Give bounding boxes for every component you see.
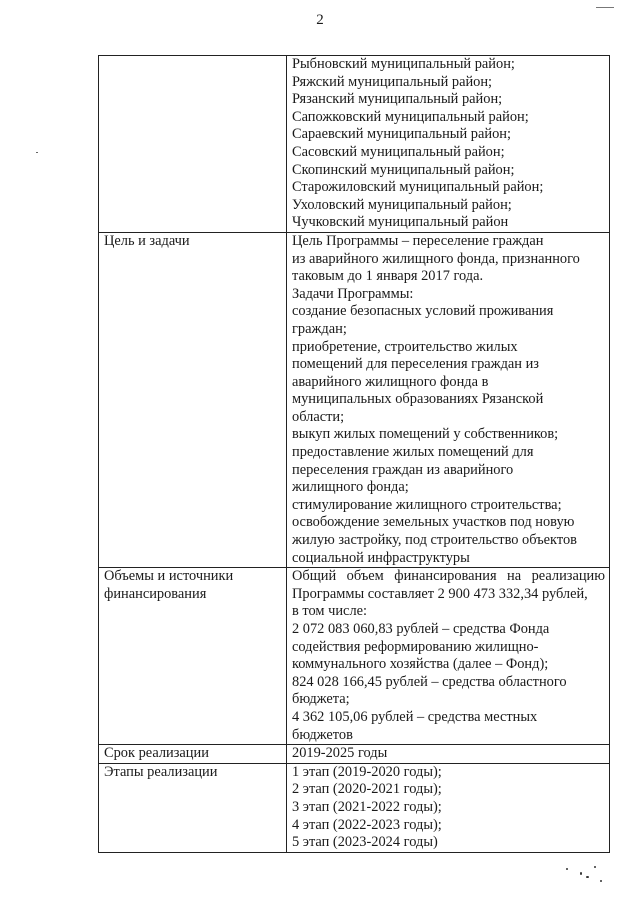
text-line: граждан; — [292, 320, 347, 337]
district-line: Рязанский муниципальный район; — [292, 91, 503, 108]
text-line: освобождение земельных участков под новую — [292, 514, 575, 531]
text-line: 4 362 105,06 рублей – средства местных — [292, 708, 538, 725]
row-value-cell — [287, 56, 610, 233]
row-label: Цель и задачи — [104, 232, 190, 249]
district-line: Ухоловский муниципальный район; — [292, 196, 512, 213]
text-line: выкуп жилых помещений у собственников; — [292, 426, 559, 443]
text-line: приобретение, строительство жилых — [292, 338, 518, 355]
scan-speck — [586, 876, 589, 878]
district-line: Ряжский муниципальный район; — [292, 73, 493, 90]
text-line: Цель Программы – переселение граждан — [292, 232, 544, 249]
text-line: аварийного жилищного фонда в — [292, 373, 489, 390]
text-line: создание безопасных условий проживания — [292, 303, 554, 320]
text-line: муниципальных образованиях Рязанской — [292, 391, 544, 408]
text-line: в том числе: — [292, 603, 368, 620]
row-label: финансирования — [104, 585, 207, 602]
text-line: бюджета; — [292, 691, 350, 708]
text-line: 2 072 083 060,83 рублей – средства Фонда — [292, 621, 550, 637]
text-line: Общий объем финансирования на реализацию — [292, 568, 605, 585]
district-line: Сапожковский муниципальный район; — [292, 108, 529, 125]
row-label-cell — [99, 745, 287, 764]
table-row-term — [99, 745, 610, 764]
table-row-goals — [99, 232, 610, 567]
text-line: из аварийного жилищного фонда, признанного — [292, 250, 580, 267]
scan-speck — [566, 868, 568, 870]
scan-speck — [580, 872, 582, 875]
stage-line: 4 этап (2022-2023 годы); — [292, 816, 442, 833]
table-row-stages — [99, 763, 610, 852]
text-line: Задачи Программы: — [292, 285, 414, 302]
table-row-districts — [99, 56, 610, 233]
scan-speck — [596, 7, 614, 8]
text-line: жилищного фонда; — [292, 479, 409, 496]
text-line: Программы составляет 2 900 473 332,34 рублей, — [292, 585, 588, 602]
scan-speck — [600, 880, 602, 882]
text-line: содействия реформированию жилищно- — [292, 638, 539, 655]
row-label-cell — [99, 568, 287, 745]
text-line: социальной инфраструктуры — [292, 549, 470, 566]
page-number: 2 — [316, 12, 324, 28]
row-value-cell — [287, 745, 610, 764]
text-line: 2019-2025 годы — [292, 745, 388, 762]
program-passport-table — [98, 55, 610, 853]
row-label: Срок реализации — [104, 745, 209, 762]
row-value-cell — [287, 568, 610, 745]
text-line: предоставление жилых помещений для — [292, 444, 534, 461]
row-label-cell — [99, 763, 287, 852]
stage-line: 3 этап (2021-2022 годы); — [292, 798, 442, 815]
district-line: Рыбновский муниципальный район; — [292, 56, 515, 72]
text-line: стимулирование жилищного строительства; — [292, 496, 562, 513]
district-line: Старожиловский муниципальный район; — [292, 179, 544, 196]
scan-speck — [36, 152, 38, 153]
text-line: области; — [292, 408, 345, 425]
row-label-cell — [99, 56, 287, 233]
text-line: коммунального хозяйства (далее – Фонд); — [292, 656, 549, 673]
district-line: Скопинский муниципальный район; — [292, 161, 515, 178]
table-row-financing — [99, 568, 610, 745]
stage-line: 5 этап (2023-2024 годы) — [292, 834, 438, 851]
stage-line: 1 этап (2019-2020 годы); — [292, 763, 442, 780]
text-line: переселения граждан из аварийного — [292, 461, 514, 478]
text-line: жилую застройку, под строительство объектов — [292, 532, 577, 549]
district-line: Сараевский муниципальный район; — [292, 126, 511, 143]
row-label: Этапы реализации — [104, 763, 218, 780]
row-label: Объемы и источники — [104, 568, 234, 585]
row-value-cell — [287, 763, 610, 852]
text-line: бюджетов — [292, 726, 353, 743]
district-line: Сасовский муниципальный район; — [292, 143, 505, 160]
row-label-cell — [99, 232, 287, 567]
scan-speck — [594, 866, 596, 868]
text-line: 824 028 166,45 рублей – средства областного — [292, 673, 567, 690]
text-line: помещений для переселения граждан из — [292, 356, 539, 373]
district-line: Чучковский муниципальный район — [292, 214, 509, 231]
text-line: таковым до 1 января 2017 года. — [292, 268, 484, 285]
stage-line: 2 этап (2020-2021 годы); — [292, 781, 442, 798]
row-value-cell — [287, 232, 610, 567]
